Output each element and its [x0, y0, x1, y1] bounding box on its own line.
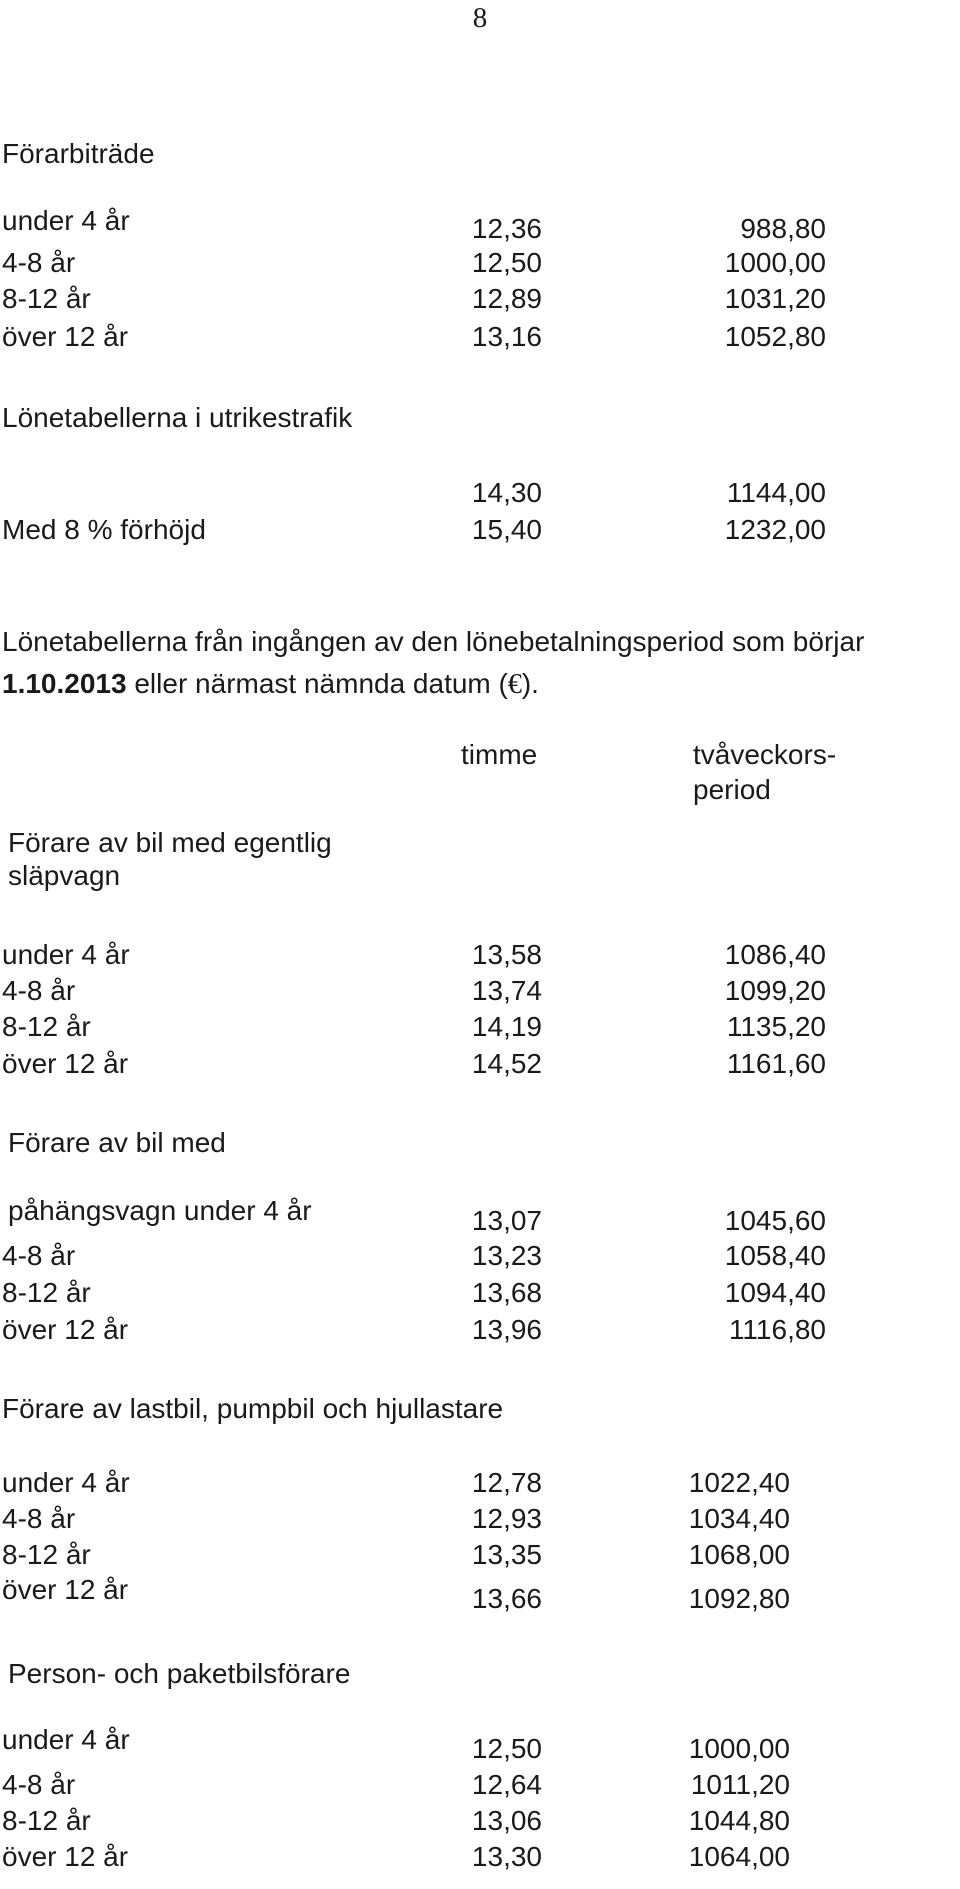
row-period: 1068,00: [688, 1539, 790, 1570]
row-hour: 12,93: [471, 1503, 542, 1534]
row-period: 1232,00: [724, 514, 826, 545]
row-period: 988,80: [740, 213, 826, 244]
row-hour: 13,66: [471, 1583, 542, 1614]
row-period: 1092,80: [688, 1583, 790, 1614]
row-hour: 14,52: [471, 1048, 542, 1079]
row-period: 1052,80: [724, 321, 826, 352]
header-period-line1: tvåveckors-: [693, 739, 837, 770]
row-label: under 4 år: [2, 939, 130, 970]
row-label: 8-12 år: [2, 1805, 91, 1836]
row-period: 1031,20: [724, 283, 826, 314]
row-period: 1044,80: [688, 1805, 790, 1836]
row-label: över 12 år: [2, 1314, 129, 1345]
row-hour: 13,96: [471, 1314, 542, 1345]
row-hour: 13,07: [471, 1205, 542, 1236]
row-label: över 12 år: [2, 321, 129, 352]
row-period: 1116,80: [728, 1314, 826, 1345]
row-period: 1099,20: [724, 975, 826, 1006]
intro-line-1: Lönetabellerna från ingången av den lönebetalningsperiod som börjar: [2, 626, 865, 657]
row-label: under 4 år: [2, 205, 130, 236]
euro-sign: €: [507, 669, 522, 700]
row-hour: 14,30: [471, 477, 542, 508]
row-hour: 12,50: [471, 247, 542, 278]
row-hour: 12,50: [471, 1733, 542, 1764]
row-label: 8-12 år: [2, 1539, 91, 1570]
row-period: 1086,40: [724, 939, 826, 970]
header-period-line2: period: [693, 774, 771, 805]
header-hour: timme: [461, 739, 538, 770]
row-period: 1045,60: [724, 1205, 826, 1236]
row-period: 1161,60: [726, 1048, 826, 1079]
row-hour: 13,23: [471, 1240, 542, 1271]
row-hour: 13,68: [471, 1277, 542, 1308]
row-hour: 14,19: [471, 1011, 542, 1042]
row-period: 1011,20: [690, 1769, 790, 1800]
section-title-forarbitrade: Förarbiträde: [2, 138, 155, 169]
section-title-person: Person- och paketbilsförare: [8, 1658, 351, 1689]
row-hour: 12,89: [471, 283, 542, 314]
row-label: över 12 år: [2, 1048, 129, 1079]
row-period: 1000,00: [724, 247, 826, 278]
page-number: 8: [472, 2, 488, 34]
row-hour: 13,06: [471, 1805, 542, 1836]
row-label: 8-12 år: [2, 1011, 91, 1042]
row-hour: 13,58: [471, 939, 542, 970]
section-title-slapvagn-line2: släpvagn: [8, 860, 121, 891]
row-period: 1144,00: [726, 477, 826, 508]
row-label: påhängsvagn under 4 år: [8, 1195, 312, 1226]
intro-end: ).: [521, 668, 539, 699]
row-hour: 12,64: [471, 1769, 542, 1800]
row-hour: 15,40: [471, 514, 542, 545]
row-hour: 13,35: [471, 1539, 542, 1570]
row-hour: 13,74: [471, 975, 542, 1006]
row-period: 1058,40: [724, 1240, 826, 1271]
row-hour: 12,78: [471, 1467, 542, 1498]
row-label: 8-12 år: [2, 1277, 91, 1308]
row-label: 4-8 år: [2, 1240, 76, 1271]
intro-date: 1.10.2013: [2, 668, 127, 699]
row-label: över 12 år: [2, 1841, 129, 1872]
intro-text: eller närmast nämnda datum (: [126, 668, 508, 699]
row-period: 1135,20: [726, 1011, 826, 1042]
row-label: över 12 år: [2, 1574, 129, 1605]
row-label: 4-8 år: [2, 1503, 76, 1534]
row-hour: 12,36: [471, 213, 542, 244]
section-title-utrikes: Lönetabellerna i utrikestrafik: [2, 402, 353, 433]
row-label: under 4 år: [2, 1724, 130, 1755]
row-period: 1034,40: [688, 1503, 790, 1534]
row-period: 1064,00: [688, 1841, 790, 1872]
row-period: 1022,40: [688, 1467, 790, 1498]
row-label: 4-8 år: [2, 1769, 76, 1800]
section-title-slapvagn-line1: Förare av bil med egentlig: [8, 827, 332, 858]
row-label: 4-8 år: [2, 975, 76, 1006]
row-period: 1000,00: [688, 1733, 790, 1764]
row-hour: 13,16: [471, 321, 542, 352]
intro-line-2: [2, 670, 539, 699]
row-label: under 4 år: [2, 1467, 130, 1498]
row-label: 4-8 år: [2, 247, 76, 278]
row-label: Med 8 % förhöjd: [2, 514, 206, 545]
row-period: 1094,40: [724, 1277, 826, 1308]
row-hour: 13,30: [471, 1841, 542, 1872]
section-title-pahangsvagn: Förare av bil med: [8, 1127, 226, 1158]
section-title-lastbil: Förare av lastbil, pumpbil och hjullastare: [2, 1393, 504, 1424]
row-label: 8-12 år: [2, 283, 91, 314]
